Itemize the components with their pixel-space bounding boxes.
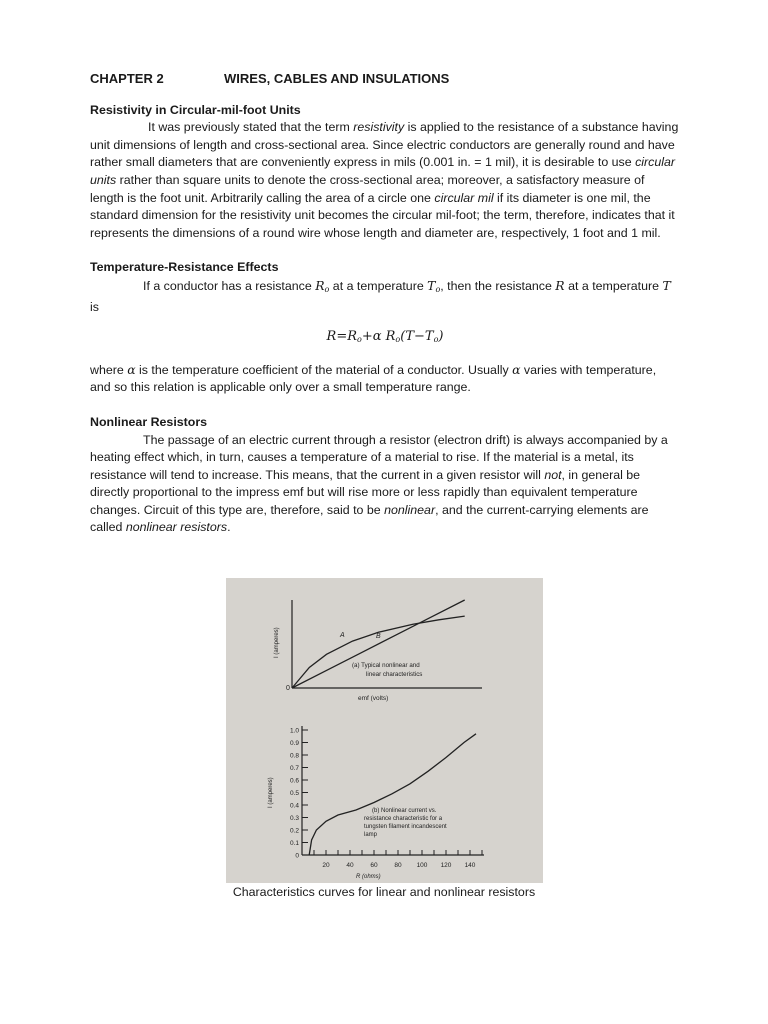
- y-tick-label: 0.1: [289, 839, 299, 847]
- top-origin-label: 0: [286, 685, 290, 692]
- document-page: [90, 70, 680, 537]
- top-x-label: emf (volts): [358, 695, 389, 702]
- x-tick-label: 40: [346, 862, 354, 869]
- chapter-title: WIRES, CABLES AND INSULATIONS: [224, 71, 450, 86]
- y-tick-label: 0: [295, 852, 299, 860]
- bottom-y-label: I (amperes): [268, 777, 274, 808]
- x-tick-label: 60: [370, 862, 378, 869]
- chapter-number: CHAPTER 2: [90, 71, 164, 86]
- bottom-note-line-3: tungsten filament incandescent: [364, 824, 447, 830]
- figure-background: [226, 578, 543, 883]
- bottom-note-line-4: lamp: [364, 832, 378, 838]
- y-tick-label: 0.5: [289, 789, 299, 797]
- bottom-x-label: R (ohms): [356, 874, 381, 880]
- top-y-label: I (amperes): [274, 627, 280, 658]
- figure-caption: Characteristics curves for linear and nonlinear resistors: [232, 885, 536, 899]
- x-tick-label: 140: [464, 862, 476, 869]
- y-tick-label: 0.3: [289, 814, 299, 822]
- y-tick-label: 0.7: [289, 764, 299, 772]
- paragraph-alpha: where α is the temperature coefficient of the material of a conductor. Usually α varies with temperature, and so this relation is applicable only over a small temperature range.: [90, 361, 657, 395]
- y-tick-label: 0.8: [289, 752, 299, 760]
- x-tick-label: 100: [416, 862, 428, 869]
- x-tick-label: 20: [322, 862, 330, 869]
- y-tick-label: 0.2: [289, 827, 299, 835]
- top-note-line-1: (a) Typical nonlinear and: [352, 662, 420, 669]
- paragraph-nonlinear: The passage of an electric current through a resistor (electron drift) is always accompanied by a heating effect which, in turn, causes a temperature of a material to rise. If the material is a metal, its resistance will tend to increase. This means, that the current in a given resistor will not, in general be directly proportional to the impress emf but will rise more or less rapidly than equivalent temperature changes. Circuit of this type are, therefore, said to be nonlinear, and the current-carrying elements are called nonlinear resistors.: [90, 432, 668, 535]
- chapter-heading: [90, 70, 680, 88]
- y-tick-label: 0.4: [289, 802, 299, 810]
- paragraph-resistivity: It was previously stated that the term resistivity is applied to the resistance of a substance having unit dimensions of length and cross-sectional area. Since electric conductors are generally round and have rather small diameters that are conveniently express in mils (0.001 in. = 1 mil), it is desirable to use circular units rather than square units to denote the cross-sectional area; moreover, a satisfactory measure of length is the foot unit. Arbitrarily calling the area of a circle one circular mil if its diameter is one mil, the standard dimension for the resistivity unit becomes the circular mil-foot; the term, therefore, indicates that it represents the dimensions of a round wire whose length and diameter are, respectively, 1 foot and 1 mil.: [90, 120, 679, 240]
- characteristic-curves-figure: [226, 578, 543, 883]
- bottom-note-line-2: resistance characteristic for a: [364, 816, 443, 822]
- top-note-line-2: linear characteristics: [366, 671, 423, 678]
- curve-b-label: B: [376, 633, 381, 640]
- figure-photo: [226, 578, 543, 883]
- curve-a-label: A: [340, 632, 345, 639]
- x-tick-label: 120: [440, 862, 452, 869]
- x-tick-label: 80: [394, 862, 402, 869]
- section-heading-nonlinear: Nonlinear Resistors: [90, 414, 208, 429]
- section-heading-temperature: Temperature-Resistance Effects: [90, 260, 279, 275]
- paragraph-temperature: If a conductor has a resistance $R_o$ at a temperature $T_o$, then the resistance R at a temperature T is: [90, 277, 671, 314]
- section-heading-resistivity: Resistivity in Circular-mil-foot Units: [90, 102, 301, 117]
- y-tick-label: 1.0: [289, 727, 299, 735]
- temperature-equation: $R=R_o+\alpha$ $R_o(T-T_o)$: [326, 329, 444, 345]
- bottom-note-line-1: (b) Nonlinear current vs.: [372, 808, 437, 814]
- y-tick-label: 0.6: [289, 777, 299, 785]
- y-tick-label: 0.9: [289, 739, 299, 747]
